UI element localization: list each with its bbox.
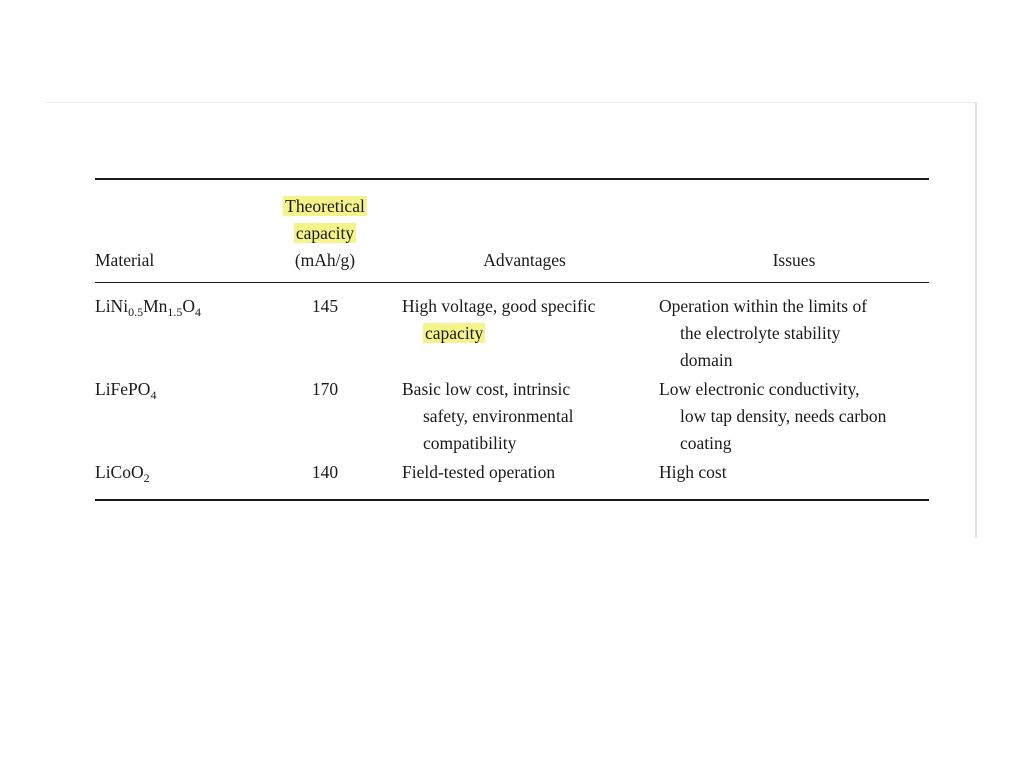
row-advantages: Field-tested operation: [402, 462, 556, 482]
header-issues: Issues: [772, 250, 816, 270]
row-material: LiFePO$_4$: [95, 379, 157, 402]
row-capacity: 140: [311, 462, 339, 482]
table-row: [95, 459, 929, 487]
header-capacity: [255, 193, 395, 274]
row-advantages: High voltage, good specific capacity: [402, 296, 596, 343]
page-edge-right: [975, 102, 977, 538]
header-material: Material: [95, 250, 155, 270]
table-bottom-rule: [95, 499, 929, 501]
header-capacity-line1: Theoretical: [285, 196, 365, 216]
table-row: [95, 283, 929, 376]
header-capacity-unit: (mAh/g): [294, 250, 356, 270]
row-advantages: Basic low cost, intrinsic safety, environmental compatibility: [402, 379, 574, 453]
row-issues: Low electronic conductivity, low tap density, needs carbon coating: [659, 379, 887, 453]
materials-table: [95, 178, 929, 501]
row-material: LiCoO$_2$: [95, 462, 150, 485]
row-capacity: 145: [311, 296, 339, 316]
page-edge-top: [44, 102, 976, 103]
row-material: $LiNi_{0.5}Mn_{1.5}O_4$: [95, 296, 202, 319]
table-header-row: [95, 180, 929, 282]
highlighted-capacity: capacity: [425, 323, 484, 343]
header-advantages: Advantages: [483, 250, 566, 270]
table-row: [95, 376, 929, 459]
header-capacity-line2: capacity: [295, 223, 355, 243]
row-issues: Operation within the limits of the electrolyte stability domain: [659, 296, 868, 370]
row-capacity: 170: [311, 379, 339, 399]
row-issues: High cost: [659, 462, 727, 482]
